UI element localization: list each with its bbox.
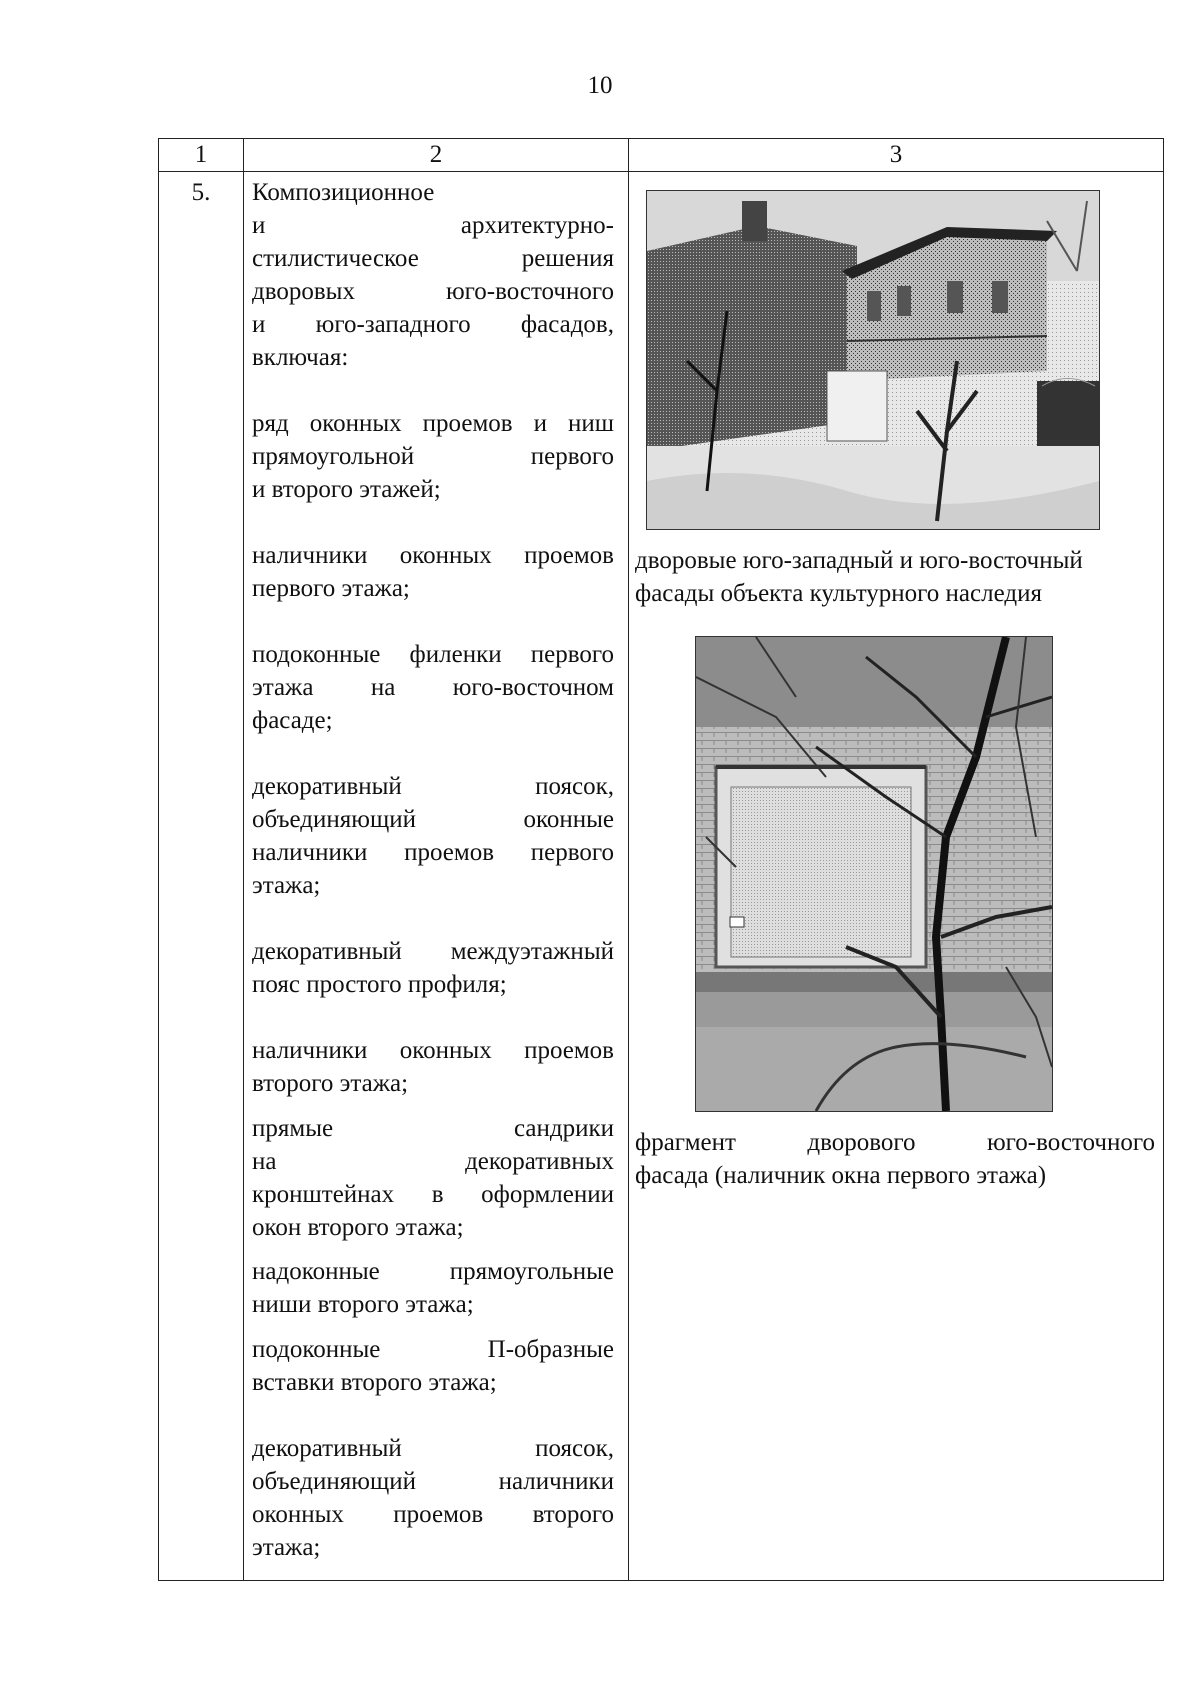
description-line: включая:	[252, 344, 349, 371]
description-line: и архитектурно-	[252, 212, 614, 239]
header-cell-1: 1	[159, 139, 244, 172]
description-line: ниши второго этажа;	[252, 1291, 474, 1319]
photos-cell	[629, 172, 1164, 1581]
description-line: прямые сандрики	[252, 1114, 614, 1142]
description-line: фасаде;	[252, 707, 333, 734]
page-number: 10	[587, 72, 613, 99]
header-cell-3: 3	[629, 139, 1164, 172]
description-line: ряд оконных проемов и ниш	[252, 410, 614, 437]
spacer	[252, 605, 614, 638]
spacer	[252, 1244, 614, 1256]
spacer	[252, 506, 614, 539]
description-line: этажа;	[252, 872, 321, 899]
description-line: и второго этажей;	[252, 476, 441, 503]
description-line: объединяющий наличники	[252, 1467, 614, 1495]
spacer	[252, 1321, 614, 1333]
description-line: вставки второго этажа;	[252, 1368, 497, 1396]
description-line: стилистическое решения	[252, 245, 614, 272]
spacer	[252, 737, 614, 770]
description-line: декоративный поясок,	[252, 1434, 614, 1462]
description-line: пояс простого профиля;	[252, 971, 507, 998]
description-line: кронштейнах в оформлении	[252, 1180, 614, 1208]
description-line: наличники оконных проемов	[252, 1037, 614, 1064]
description-line: и юго-западного фасадов,	[252, 311, 614, 338]
description-line: надоконные прямоугольные	[252, 1258, 614, 1286]
courtyard-facades-photo	[646, 190, 1100, 530]
description-line: прямоугольной первого	[252, 443, 614, 470]
description-line: окон второго этажа;	[252, 1213, 464, 1241]
row-number: 5.	[159, 172, 244, 1581]
photo-caption-1	[635, 544, 1155, 610]
caption-line: фасады объекта культурного наследия	[635, 580, 1042, 607]
header-cell-2: 2	[244, 139, 629, 172]
description-line: наличники оконных проемов	[252, 542, 614, 569]
description-line: оконных проемов второго	[252, 1500, 614, 1528]
spacer	[252, 1399, 614, 1432]
caption-line: фрагмент дворового юго-восточного	[635, 1129, 1155, 1156]
description-list	[252, 176, 614, 1564]
description-line: подоконные филенки первого	[252, 641, 614, 668]
description-line: второго этажа;	[252, 1070, 409, 1097]
description-line: этажа;	[252, 1533, 321, 1561]
description-line: декоративный поясок,	[252, 773, 614, 800]
description-line: этажа на юго-восточном	[252, 674, 614, 701]
spacer	[252, 374, 614, 407]
description-line: дворовых юго-восточного	[252, 278, 614, 305]
description-line: объединяющий оконные	[252, 806, 614, 833]
table-header-row	[159, 139, 1164, 172]
caption-line: дворовые юго-западный и юго-восточный	[635, 547, 1083, 574]
description-line: наличники проемов первого	[252, 839, 614, 866]
description-line: подоконные П-образные	[252, 1335, 614, 1363]
description-line: первого этажа;	[252, 575, 410, 602]
photo-caption-2	[635, 1126, 1155, 1192]
heritage-elements-table	[158, 138, 1164, 1581]
spacer	[252, 902, 614, 935]
description-line: Композиционное	[252, 179, 435, 206]
table-row	[159, 172, 1164, 1581]
caption-line: фасада (наличник окна первого этажа)	[635, 1162, 1047, 1189]
spacer	[252, 1001, 614, 1034]
description-line: декоративный междуэтажный	[252, 938, 614, 965]
spacer	[252, 1100, 614, 1112]
facade-fragment-photo	[695, 636, 1053, 1112]
description-cell	[244, 172, 629, 1581]
description-line: на декоративных	[252, 1147, 614, 1175]
